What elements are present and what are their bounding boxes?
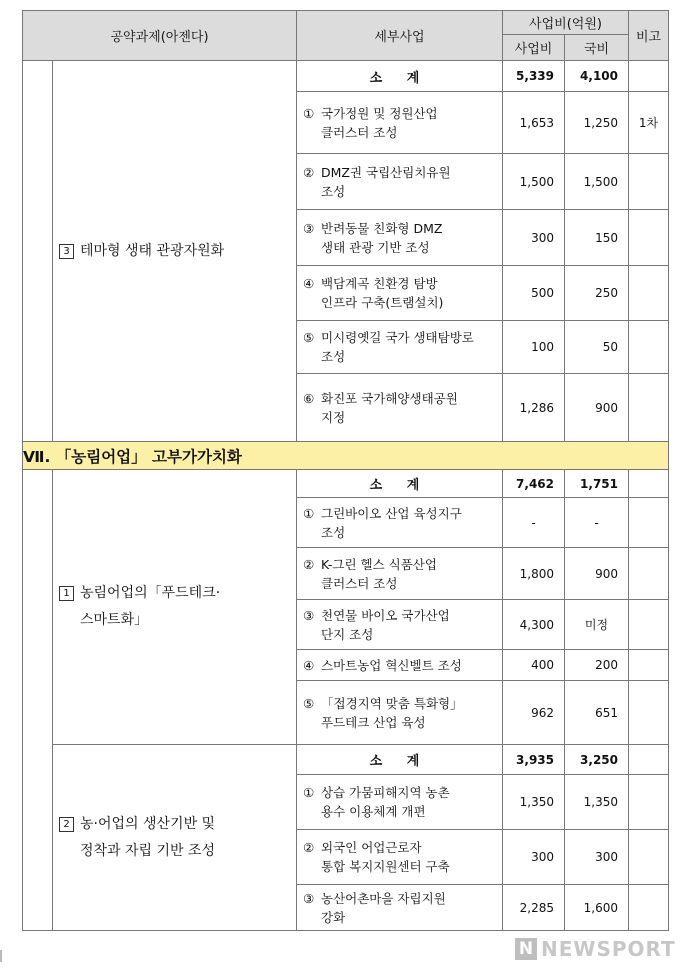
table-row bbox=[23, 745, 669, 775]
newsport-watermark bbox=[515, 936, 685, 962]
subtotal-national: 4,100 bbox=[565, 61, 629, 92]
agenda-label: 테마형 생태 관광자원화 bbox=[80, 242, 225, 259]
item-national: 1,600 bbox=[565, 885, 629, 931]
item-line2: 클러스터 조성 bbox=[321, 575, 398, 591]
item-line2: 단지 조성 bbox=[321, 626, 374, 642]
item-total: 1,653 bbox=[503, 92, 565, 154]
item-note bbox=[629, 154, 669, 210]
item-total: 300 bbox=[503, 210, 565, 266]
item-national: 651 bbox=[565, 681, 629, 745]
table-row bbox=[23, 470, 669, 498]
header-note: 비고 bbox=[629, 11, 669, 61]
item-line2: 푸드테크 산업 육성 bbox=[321, 714, 426, 730]
item-line1: 그린바이오 산업 육성지구 bbox=[321, 505, 462, 521]
item-national: 1,500 bbox=[565, 154, 629, 210]
subtotal-label: 소 계 bbox=[297, 61, 503, 92]
item-number: ⑤ bbox=[303, 695, 315, 711]
header-budget: 사업비(억원) bbox=[503, 11, 629, 35]
item-number: ② bbox=[303, 840, 315, 855]
item-number: ① bbox=[303, 505, 315, 521]
section-title: Ⅶ. 「농림어업」 고부가가치화 bbox=[23, 442, 669, 470]
item-total: 1,286 bbox=[503, 374, 565, 442]
item-line1: 천연물 바이오 국가산업 bbox=[321, 607, 450, 623]
item-line2: 지정 bbox=[321, 409, 346, 425]
item-number: ④ bbox=[303, 276, 315, 291]
agenda-label: 농림어업의「푸드테크· bbox=[80, 585, 221, 601]
item-total: 400 bbox=[503, 650, 565, 681]
header-national: 국비 bbox=[565, 35, 629, 61]
header-agenda: 공약과제(아젠다) bbox=[23, 11, 297, 61]
item-line1: 미시령옛길 국가 생태탐방로 bbox=[321, 330, 474, 345]
item-note: 1차 bbox=[629, 92, 669, 154]
item-number: ③ bbox=[303, 220, 315, 236]
item-line1: K-그린 헬스 식품산업 bbox=[321, 556, 437, 572]
agenda-label-2: 정착과 자립 기반 조성 bbox=[80, 842, 216, 859]
item-national: 1,350 bbox=[565, 775, 629, 830]
item-line1: 화진포 국가해양생태공원 bbox=[321, 390, 458, 406]
item-national: - bbox=[565, 498, 629, 548]
item-line1: DMZ권 국립산림치유원 bbox=[321, 164, 451, 180]
item-line1: 반려동물 친화형 DMZ bbox=[321, 220, 443, 236]
item-national: 250 bbox=[565, 266, 629, 321]
item-national: 200 bbox=[565, 650, 629, 681]
item-number: ③ bbox=[303, 890, 315, 906]
item-total: 1,500 bbox=[503, 154, 565, 210]
subtotal-total: 3,935 bbox=[503, 745, 565, 775]
item-national: 1,250 bbox=[565, 92, 629, 154]
agenda-cell bbox=[53, 61, 297, 442]
subtotal-total: 7,462 bbox=[503, 470, 565, 498]
item-national: 300 bbox=[565, 830, 629, 885]
item-line1: 「접경지역 맞춤 특화형」 bbox=[321, 695, 463, 711]
item-total: 100 bbox=[503, 321, 565, 374]
item-number: ① bbox=[303, 785, 315, 800]
item-number: ① bbox=[303, 105, 315, 121]
item-number: ③ bbox=[303, 607, 315, 623]
item-line1: 농산어촌마을 자립지원 bbox=[321, 890, 446, 906]
item-line1: 외국인 어업근로자 bbox=[321, 840, 422, 855]
subtotal-national: 1,751 bbox=[565, 470, 629, 498]
item-line2: 조성 bbox=[321, 183, 346, 199]
item-number: ② bbox=[303, 556, 315, 572]
item-note bbox=[629, 210, 669, 266]
agenda-number-box: 2 bbox=[59, 817, 74, 832]
agenda-number-box: 1 bbox=[59, 586, 74, 601]
subtotal-national: 3,250 bbox=[565, 745, 629, 775]
agenda-label: 농·어업의 생산기반 및 bbox=[80, 815, 216, 832]
header-project: 세부사업 bbox=[297, 11, 503, 61]
item-total: 962 bbox=[503, 681, 565, 745]
item-number: ⑥ bbox=[303, 390, 315, 406]
item-total: 1,800 bbox=[503, 548, 565, 600]
item-line2: 강화 bbox=[321, 909, 346, 925]
item-line2: 인프라 구축(트램설치) bbox=[321, 295, 444, 310]
agenda-cell bbox=[53, 745, 297, 931]
item-national: 미정 bbox=[565, 600, 629, 650]
item-line2: 통합 복지지원센터 구축 bbox=[321, 859, 450, 874]
agenda-label-2: 스마트화」 bbox=[80, 612, 149, 628]
budget-table bbox=[22, 10, 669, 931]
item-line1: 상습 가뭄피해지역 농촌 bbox=[321, 785, 450, 800]
item-note bbox=[629, 374, 669, 442]
item-total: 4,300 bbox=[503, 600, 565, 650]
item-total: 300 bbox=[503, 830, 565, 885]
item-national: 900 bbox=[565, 548, 629, 600]
item-national: 150 bbox=[565, 210, 629, 266]
subtotal-label: 소 계 bbox=[297, 745, 503, 775]
item-total: - bbox=[503, 498, 565, 548]
item-total: 500 bbox=[503, 266, 565, 321]
item-line1: 국가정원 및 정원산업 bbox=[321, 105, 438, 121]
item-national: 900 bbox=[565, 374, 629, 442]
item-number: ② bbox=[303, 164, 315, 180]
item-total: 1,350 bbox=[503, 775, 565, 830]
item-number: ④ bbox=[303, 657, 315, 673]
newsport-logo-icon: N bbox=[515, 938, 537, 960]
table-row bbox=[23, 61, 669, 92]
item-line2: 용수 이용체계 개편 bbox=[321, 804, 426, 819]
item-line2: 클러스터 조성 bbox=[321, 124, 398, 140]
subtotal-label: 소 계 bbox=[297, 470, 503, 498]
item-note bbox=[629, 266, 669, 321]
item-line1: 스마트농업 혁신벨트 조성 bbox=[321, 657, 462, 673]
agenda-cell bbox=[53, 470, 297, 745]
blank-cell bbox=[23, 470, 53, 931]
header-total: 사업비 bbox=[503, 35, 565, 61]
item-line2: 조성 bbox=[321, 524, 346, 540]
item-line2: 생태 관광 기반 조성 bbox=[321, 239, 430, 255]
section-row bbox=[23, 442, 669, 470]
watermark-text: NEWSPORT bbox=[541, 937, 676, 961]
margin-tick bbox=[0, 950, 8, 962]
blank-cell bbox=[23, 61, 53, 442]
subtotal-total: 5,339 bbox=[503, 61, 565, 92]
item-note bbox=[629, 321, 669, 374]
agenda-number-box: 3 bbox=[59, 244, 74, 259]
item-national: 50 bbox=[565, 321, 629, 374]
item-line1: 백담계곡 친환경 탐방 bbox=[321, 276, 438, 291]
item-line2: 조성 bbox=[321, 349, 346, 364]
item-number: ⑤ bbox=[303, 330, 315, 345]
item-total: 2,285 bbox=[503, 885, 565, 931]
